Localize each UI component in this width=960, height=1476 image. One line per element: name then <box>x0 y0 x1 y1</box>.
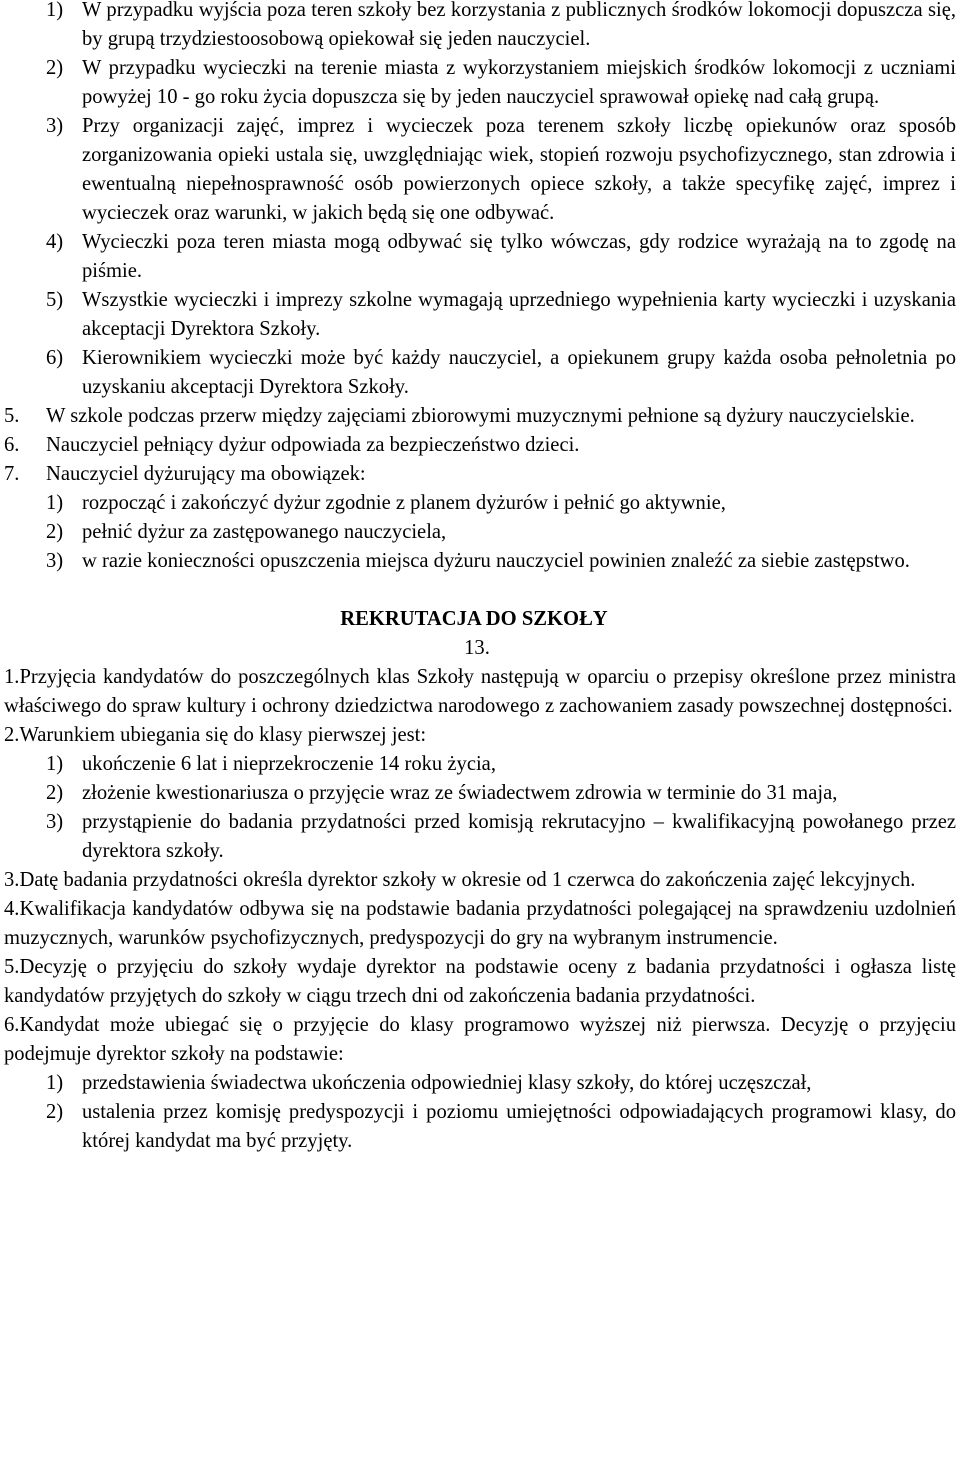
list-item-number: 2) <box>46 57 64 79</box>
list-item <box>4 518 956 547</box>
list-item-number: 1) <box>46 753 64 775</box>
point-item <box>4 431 956 460</box>
paragraph-number: 4. <box>4 898 20 920</box>
list-item <box>4 779 956 808</box>
list-item-number: 4) <box>46 231 64 253</box>
list-item-text: w razie konieczności opuszczenia miejsca dyżuru nauczyciel powinien znaleźć za siebie zastępstwo. <box>82 550 910 572</box>
list-item-text: pełnić dyżur za zastępowanego nauczyciela, <box>82 521 447 543</box>
paragraph-text: Warunkiem ubiegania się do klasy pierwszej jest: <box>19 724 427 746</box>
list-item <box>4 1098 956 1156</box>
paragraph <box>4 866 956 895</box>
list-item <box>4 489 956 518</box>
list-item-text: Wycieczki poza teren miasta mogą odbywać się tylko wówczas, gdy rodzice wyrażają na to zgodę na piśmie. <box>82 231 956 282</box>
paragraph <box>4 663 956 721</box>
list-item <box>4 547 956 576</box>
list-item <box>4 112 956 228</box>
list-item-text: Wszystkie wycieczki i imprezy szkolne wymagają uprzedniego wypełnienia karty wycieczki i uzyskania akceptacji Dyrektora Szkoły. <box>82 289 956 340</box>
list-item-number: 2) <box>46 782 64 804</box>
list-item <box>4 1069 956 1098</box>
list-item-number: 1) <box>46 1072 64 1094</box>
list-item <box>4 54 956 112</box>
list-item-number: 3) <box>46 115 64 137</box>
list-item <box>4 228 956 286</box>
point-number: 6. <box>4 434 20 456</box>
list-item-text: W przypadku wyjścia poza teren szkoły bez korzystania z publicznych środków lokomocji dopuszcza się, by grupą trzydziestoosobową opiekował się jeden nauczyciel. <box>82 0 956 50</box>
list-item-number: 1) <box>46 492 64 514</box>
list-item <box>4 286 956 344</box>
list-item-number: 2) <box>46 1101 64 1123</box>
list-item-text: przedstawienia świadectwa ukończenia odpowiedniej klasy szkoły, do której uczęszczał, <box>82 1072 812 1094</box>
paragraph <box>4 721 956 750</box>
spacer <box>4 576 956 605</box>
paragraph <box>4 953 956 1011</box>
paragraph-number: 1. <box>4 666 20 688</box>
point-item <box>4 402 956 431</box>
paragraph-text: Kwalifikacja kandydatów odbywa się na podstawie badania przydatności polegającej na sprawdzeniu uzdolnień muzycznych, warunków psychofizycznych, predyspozycji do gry na wybranym instrumencie. <box>4 898 956 949</box>
section-number: 13. <box>464 637 490 659</box>
point-text: Nauczyciel dyżurujący ma obowiązek: <box>46 463 366 485</box>
paragraph-text: Kandydat może ubiegać się o przyjęcie do klasy programowo wyższej niż pierwsza. Decyzję o przyjęciu podejmuje dyrektor szkoły na podstawie: <box>4 1014 956 1065</box>
point-number: 7. <box>4 463 20 485</box>
list-item-text: W przypadku wycieczki na terenie miasta z wykorzystaniem miejskich środków lokomocji z uczniami powyżej 10 - go roku życia dopuszcza się by jeden nauczyciel sprawował opiekę nad całą grupą. <box>82 57 956 108</box>
list-item <box>4 0 956 54</box>
paragraph-text: Datę badania przydatności określa dyrektor szkoły w okresie od 1 czerwca do zakończenia zajęć lekcyjnych. <box>19 869 916 891</box>
list-item <box>4 808 956 866</box>
list-item-text: ustalenia przez komisję predyspozycji i poziomu umiejętności odpowiadających programowi klasy, do której kandydat ma być przyjęty. <box>82 1101 956 1152</box>
list-item-number: 1) <box>46 0 64 21</box>
paragraph-text: Przyjęcia kandydatów do poszczególnych klas Szkoły następują w oparciu o przepisy określone przez ministra właściwego do spraw kultury i ochrony dziedzictwa narodowego z zachowaniem zasady powszechnej dostępności. <box>4 666 956 717</box>
paragraph-number: 5. <box>4 956 20 978</box>
paragraph <box>4 895 956 953</box>
list-item <box>4 344 956 402</box>
paragraph-number: 2. <box>4 724 20 746</box>
list-item-number: 3) <box>46 811 64 833</box>
paragraph-text: Decyzję o przyjęciu do szkoły wydaje dyrektor na podstawie oceny z badania przydatności i ogłasza listę kandydatów przyjętych do szkoły w ciągu trzech dni od zakończenia badania przydatności. <box>4 956 956 1007</box>
list-item-number: 3) <box>46 550 64 572</box>
list-item <box>4 750 956 779</box>
paragraph-number: 6. <box>4 1014 20 1036</box>
section-title: REKRUTACJA DO SZKOŁY <box>340 608 608 630</box>
list-item-number: 6) <box>46 347 64 369</box>
point-text: Nauczyciel pełniący dyżur odpowiada za bezpieczeństwo dzieci. <box>46 434 580 456</box>
point-item <box>4 460 956 489</box>
point-text: W szkole podczas przerw między zajęciami zbiorowymi muzycznymi pełnione są dyżury nauczycielskie. <box>46 405 915 427</box>
list-item-number: 5) <box>46 289 64 311</box>
list-item-text: Przy organizacji zajęć, imprez i wycieczek poza terenem szkoły liczbę opiekunów oraz sposób zorganizowania opieki ustala się, uwzględniając wiek, stopień rozwoju psychofizycznego, stan zdrowia i ewentualną niepełnosprawność osób powierzonych opiece szkoły, a także specyfikę zajęć, imprez i wycieczek oraz warunki, w jakich będą się one odbywać. <box>82 115 956 224</box>
paragraph <box>4 1011 956 1069</box>
list-item-text: rozpocząć i zakończyć dyżur zgodnie z planem dyżurów i pełnić go aktywnie, <box>82 492 726 514</box>
list-item-text: Kierownikiem wycieczki może być każdy nauczyciel, a opiekunem grupy każda osoba pełnoletnia po uzyskaniu akceptacji Dyrektora Szkoły. <box>82 347 956 398</box>
document-page <box>4 0 956 1156</box>
list-item-text: przystąpienie do badania przydatności przed komisją rekrutacyjno – kwalifikacyjną powołanego przez dyrektora szkoły. <box>82 811 956 862</box>
list-item-number: 2) <box>46 521 64 543</box>
list-item-text: ukończenie 6 lat i nieprzekroczenie 14 roku życia, <box>82 753 496 775</box>
paragraph-number: 3. <box>4 869 20 891</box>
list-item-text: złożenie kwestionariusza o przyjęcie wraz ze świadectwem zdrowia w terminie do 31 maja, <box>82 782 838 804</box>
point-number: 5. <box>4 405 20 427</box>
